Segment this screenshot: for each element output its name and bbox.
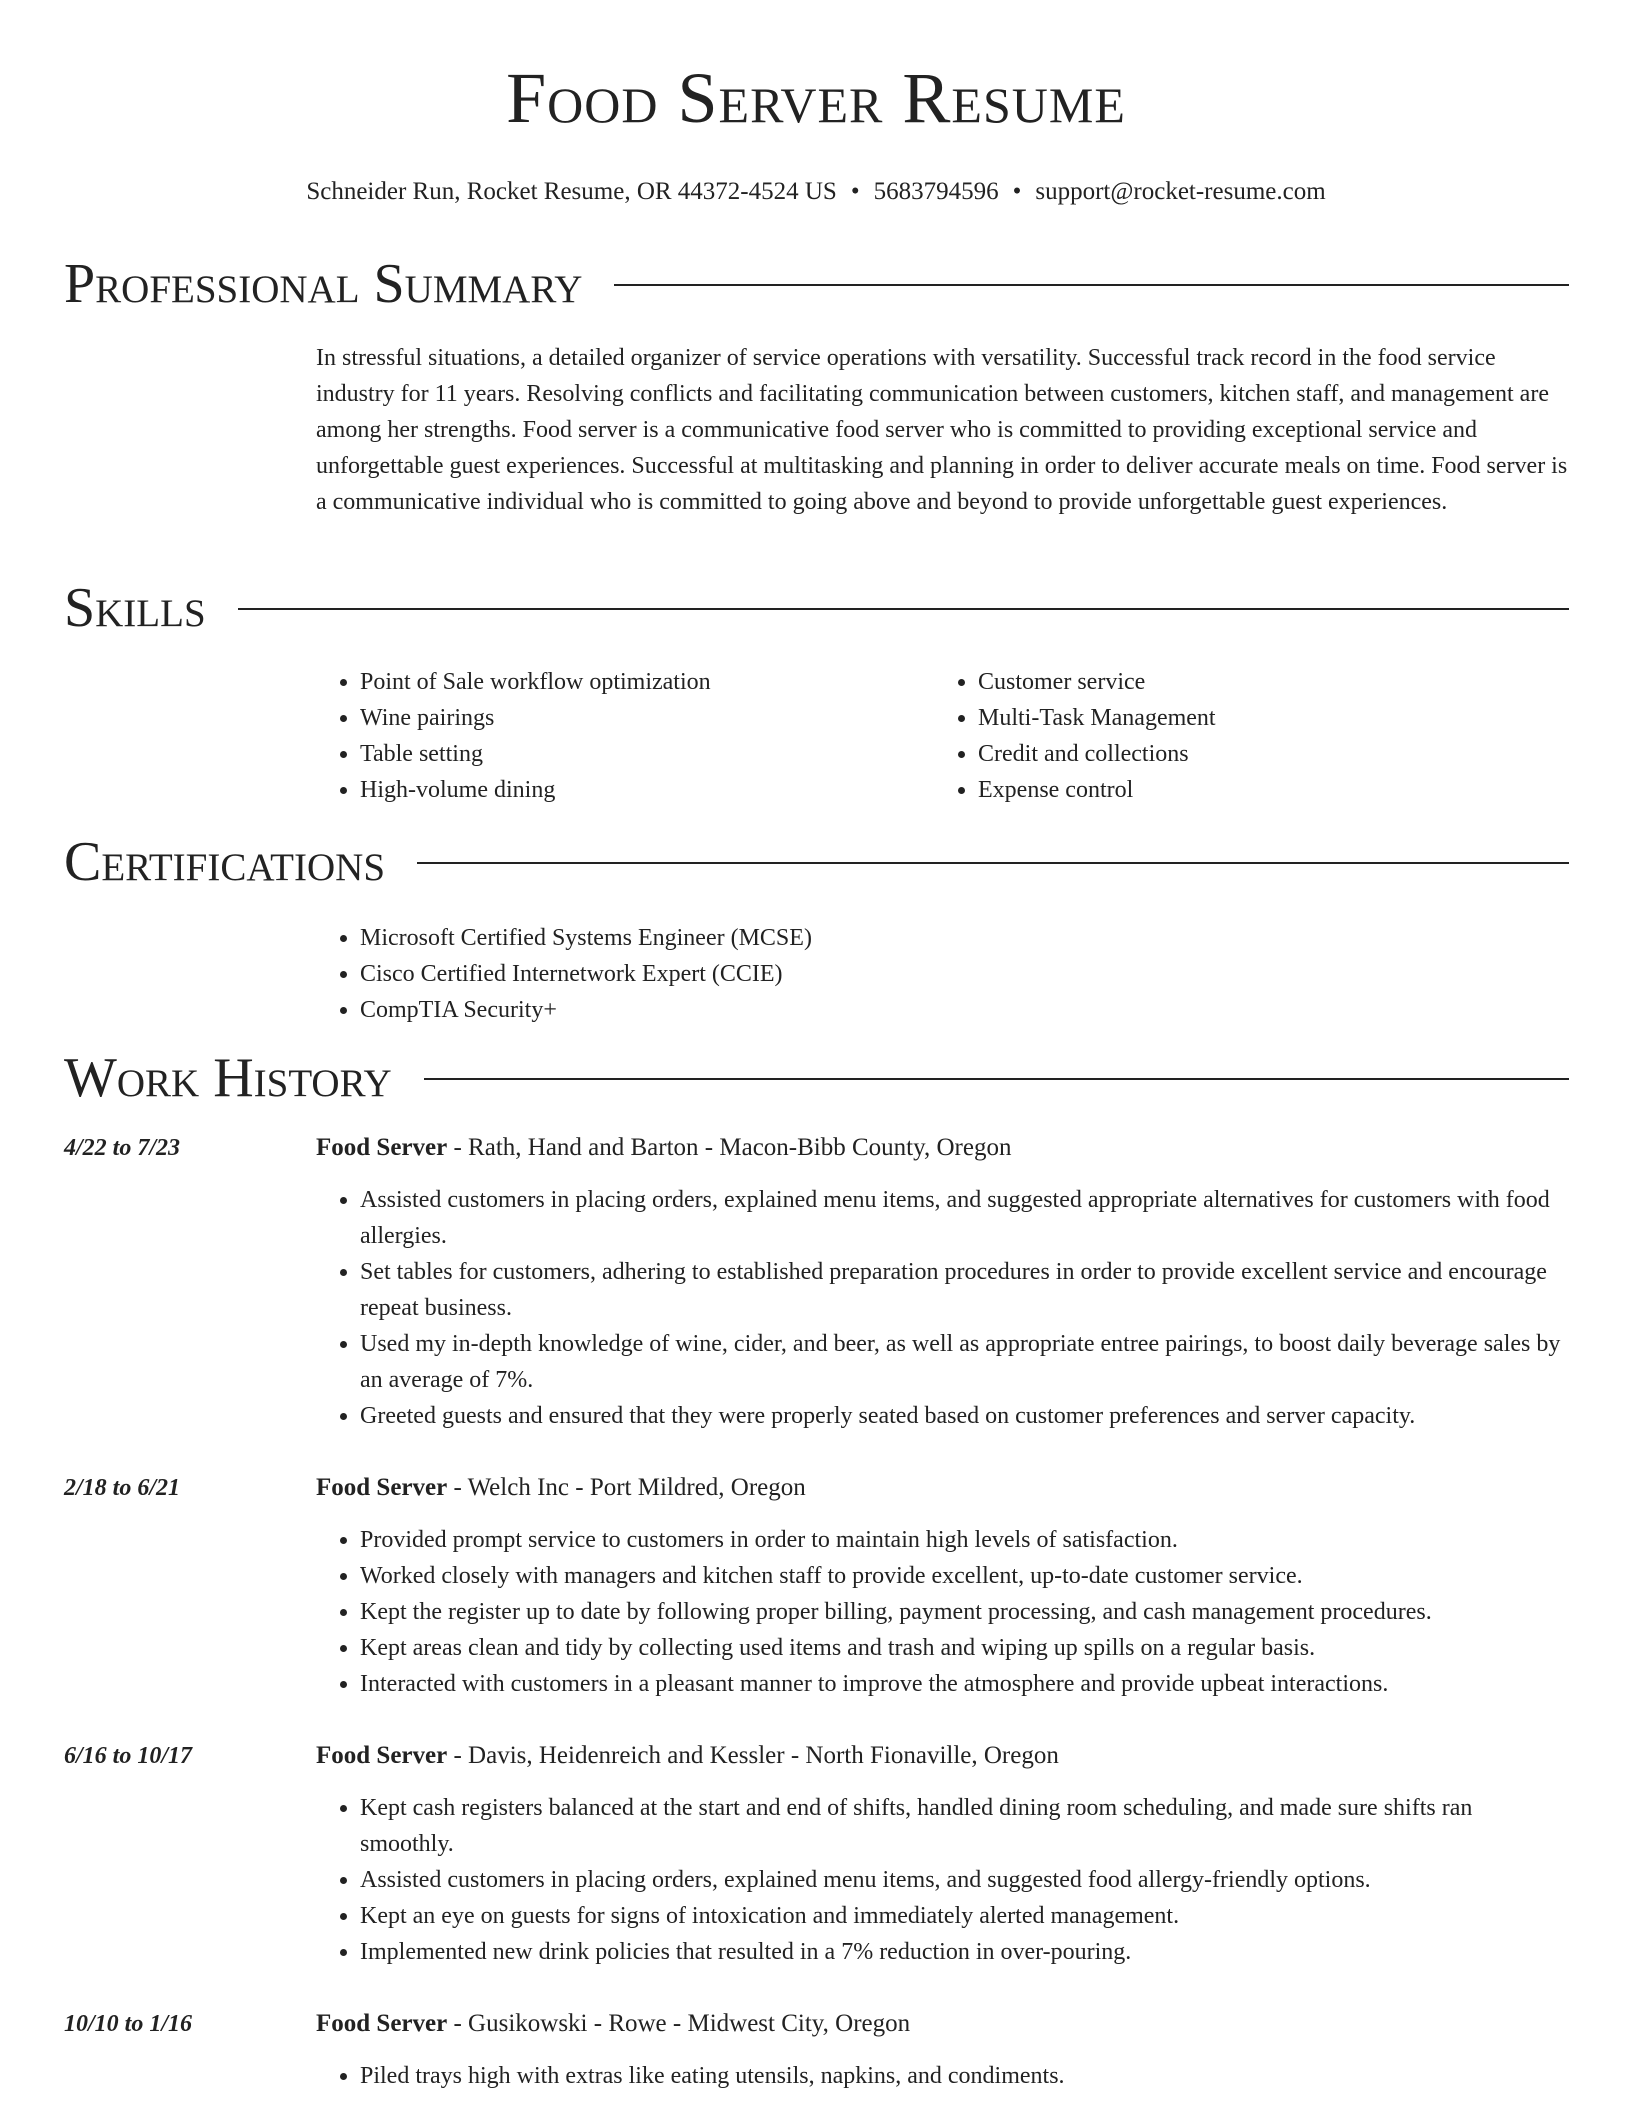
job-bullet: • Interacted with customers in a pleasant manner to improve the atmosphere and provide upbeat interactions. [360, 1666, 1572, 1702]
job-heading [316, 1738, 1059, 1774]
section-title-skills: Skills [64, 577, 206, 639]
skill-item: • Multi-Task Management [978, 700, 1552, 736]
job-title: Food Server [316, 1134, 448, 1161]
job-dates: 6/16 to 10/17 [64, 1743, 193, 1769]
job-bullet: • Piled trays high with extras like eating utensils, napkins, and condiments. [360, 2058, 1572, 2094]
job-employer: - Davis, Heidenreich and Kessler - North Fionaville, Oregon [447, 1742, 1059, 1769]
job-employer: - Gusikowski - Rowe - Midwest City, Oregon [447, 2010, 911, 2037]
skills-column-left [316, 664, 934, 808]
job-bullet: • Greeted guests and ensured that they were properly seated based on customer preferences and server capacity. [360, 1398, 1572, 1434]
job-bullet: • Set tables for customers, adhering to established preparation procedures in order to provide excellent service and encourage repeat business. [360, 1254, 1572, 1326]
job-bullet: • Worked closely with managers and kitchen staff to provide excellent, up-to-date customer service. [360, 1558, 1572, 1594]
job-bullets [316, 1182, 1572, 1434]
skill-item: • Customer service [978, 664, 1552, 700]
skill-item: • Wine pairings [360, 700, 934, 736]
certification-item: • Microsoft Certified Systems Engineer (MCSE) [360, 920, 1572, 956]
certification-item: • CompTIA Security+ [360, 992, 1572, 1028]
skill-item: • High-volume dining [360, 772, 934, 808]
job-bullet: • Used my in-depth knowledge of wine, cider, and beer, as well as appropriate entree pairings, to boost daily beverage sales by an average of 7%. [360, 1326, 1572, 1398]
certification-item: • Cisco Certified Internetwork Expert (CCIE) [360, 956, 1572, 992]
job-bullets [316, 2058, 1572, 2094]
job-bullet: • Implemented new drink policies that resulted in a 7% reduction in over-pouring. [360, 1934, 1572, 1970]
job-employer: - Welch Inc - Port Mildred, Oregon [447, 1474, 806, 1501]
job-dates: 4/22 to 7/23 [64, 1135, 181, 1161]
job-bullet: • Kept cash registers balanced at the start and end of shifts, handled dining room scheduling, and made sure shifts ran smoothly. [360, 1790, 1572, 1862]
section-divider [614, 284, 1569, 286]
job-bullet: • Provided prompt service to customers in order to maintain high levels of satisfaction. [360, 1522, 1572, 1558]
contact-email: support@rocket-resume.com [1035, 178, 1326, 205]
job-bullet: • Assisted customers in placing orders, explained menu items, and suggested food allergy-friendly options. [360, 1862, 1572, 1898]
section-header-summary [64, 252, 1569, 316]
skills-list [316, 664, 1572, 808]
job-employer: - Rath, Hand and Barton - Macon-Bibb County, Oregon [447, 1134, 1012, 1161]
section-title-summary: Professional Summary [64, 253, 583, 315]
section-divider [417, 862, 1569, 864]
job-dates: 10/10 to 1/16 [64, 2011, 193, 2037]
job-title: Food Server [316, 1474, 448, 1501]
skill-item: • Expense control [978, 772, 1552, 808]
job-bullets [316, 1790, 1572, 1970]
skills-column-right [934, 664, 1552, 808]
resume-title: Food Server Resume [506, 58, 1126, 138]
job-bullet: • Assisted customers in placing orders, explained menu items, and suggested appropriate alternatives for customers with food allergies. [360, 1182, 1572, 1254]
job-bullet: • Kept an eye on guests for signs of intoxication and immediately alerted management. [360, 1898, 1572, 1934]
job-title: Food Server [316, 1742, 448, 1769]
section-title-certifications: Certifications [64, 831, 386, 893]
section-header-work-history [64, 1046, 1569, 1110]
section-divider [238, 608, 1569, 610]
job-heading [316, 2006, 910, 2042]
contact-separator: • [850, 178, 860, 205]
contact-phone: 5683794596 [873, 178, 999, 205]
skill-item: • Point of Sale workflow optimization [360, 664, 934, 700]
job-bullets [316, 1522, 1572, 1702]
contact-separator: • [1012, 178, 1022, 205]
job-heading [316, 1470, 806, 1506]
section-divider [424, 1078, 1569, 1080]
skill-item: • Credit and collections [978, 736, 1552, 772]
job-bullet: • Kept areas clean and tidy by collecting used items and trash and wiping up spills on a regular basis. [360, 1630, 1572, 1666]
contact-address: Schneider Run, Rocket Resume, OR 44372-4524 US [306, 178, 837, 205]
skill-item: • Table setting [360, 736, 934, 772]
job-title: Food Server [316, 2010, 448, 2037]
job-dates: 2/18 to 6/21 [64, 1475, 181, 1501]
summary-text: In stressful situations, a detailed organizer of service operations with versatility. Successful track record in the food service industry for 11 years. Resolving conflicts and facilitating communication between customers, kitchen staff, and management are among her strengths. Food server is a communicative food server who is committed to providing exceptional service and unforgettable guest experiences. Successful at multitasking and planning in order to deliver accurate meals on time. Food server is a communicative individual who is committed to going above and beyond to provide unforgettable guest experiences. [316, 345, 1568, 515]
contact-line [0, 176, 1632, 208]
section-title-work-history: Work History [64, 1047, 392, 1109]
job-heading [316, 1130, 1011, 1166]
section-header-skills [64, 576, 1569, 640]
section-header-certifications [64, 830, 1569, 894]
certifications-list [316, 920, 1572, 1028]
job-bullet: • Kept the register up to date by following proper billing, payment processing, and cash management procedures. [360, 1594, 1572, 1630]
